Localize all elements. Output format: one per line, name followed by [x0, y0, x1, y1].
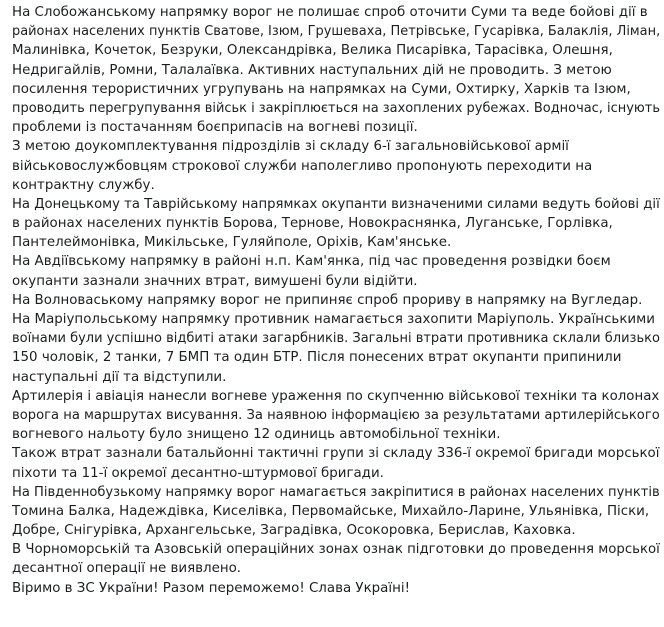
- text-line: 150 чоловік, 2 танки, 7 БМП та один БТР. Після понесених втрат окупанти припинили: [12, 350, 622, 366]
- post-paragraph: [12, 310, 660, 387]
- text-line: проблеми із постачанням боєприпасів на вогневі позиції.: [12, 120, 418, 136]
- text-line: посилення терористичних угрупувань на напрямках на Суми, Охтирку, Харків та Ізюм,: [12, 81, 631, 97]
- text-line: Пантелеймонівка, Микільське, Гуляйполе, Оріхів, Кам'янське.: [12, 235, 452, 251]
- text-line: районах населених пунктів Сватове, Ізюм, Грушеваха, Петрівське, Гусарівка, Балаклія, Ліман,: [12, 24, 661, 40]
- post-paragraph: [12, 387, 660, 445]
- text-line: На Маріупольському напрямку противник намагається захопити Маріуполь. Українськими: [12, 312, 655, 327]
- post-paragraph: [12, 195, 660, 253]
- text-line: вогневого нальоту було знищено 12 одиниць автомобільної техніки.: [12, 427, 501, 443]
- post-paragraph: [12, 483, 660, 541]
- text-line: десантної операції не виявлено.: [12, 561, 242, 577]
- text-line: окупанти зазнали значних втрат, вимушені були відійти.: [12, 273, 418, 289]
- text-line: піхоти та 11-ї окремої десантно-штурмової бригади.: [12, 465, 384, 481]
- text-line: проводить перегрупування військ і закріплюється на захоплених рубежах. Водночас, існують: [12, 100, 660, 116]
- post-paragraph: [12, 540, 660, 578]
- post-body: [12, 3, 660, 598]
- text-line: З метою доукомплектування підрозділів зі складу 6-ї загальновійськової армії: [12, 139, 569, 155]
- text-line: На Волноваському напрямку ворог не припиняє спроб прориву в напрямку на Вугледар.: [12, 292, 643, 308]
- text-line: воїнами були успішно відбиті атаки загарбників. Загальні втрати противника склали близько: [12, 331, 660, 347]
- post-paragraph: [12, 3, 660, 137]
- text-line: наступальні дії та відступили.: [12, 369, 227, 385]
- text-line: в районах населених пунктів Борова, Тернове, Новокраснянка, Луганське, Горлівка,: [12, 216, 613, 232]
- text-line: Недригайлів, Ромни, Талалаївка. Активних наступальних дій не проводить. З метою: [12, 62, 612, 78]
- text-line: На Слобожанському напрямку ворог не полишає спроб оточити Суми та веде бойові дії в: [12, 5, 648, 20]
- post-paragraph: [12, 579, 660, 598]
- post-paragraph: [12, 291, 660, 310]
- text-line: Також втрат зазнали батальйонні тактичні групи зі складу 336-ї окремої бригади морської: [12, 446, 660, 462]
- text-line: Артилерія і авіація нанесли вогневе ураження по скупченню військової техніки та колонах: [12, 388, 660, 404]
- text-line: На Донецькому та Таврійському напрямках окупанти визначеними силами ведуть бойові дії: [12, 196, 660, 212]
- text-line: На Авдіївському напрямку в районі н.п. Кам'янка, під час проведення розвідки боєм: [12, 254, 611, 270]
- text-line: В Чорноморській та Азовській операційних зонах ознак підготовки до проведення морської: [12, 542, 660, 558]
- post-paragraph: [12, 444, 660, 482]
- post-paragraph: [12, 252, 660, 290]
- text-line: військовослужбовцям строкової служби наполегливо пропонують переходити на: [12, 158, 593, 174]
- text-line: Добре, Снігурівка, Архангельське, Заградівка, Осокоровка, Берислав, Каховка.: [12, 523, 576, 539]
- text-line: контрактну службу.: [12, 177, 155, 193]
- post-paragraph: [12, 137, 660, 195]
- text-line: На Південнобузькому напрямку ворог намагається закріпитися в районах населених пунктів: [12, 484, 660, 500]
- text-line: Томина Балка, Надеждівка, Киселівка, Первомайське, Михайло-Ларине, Ульянівка, Піски,: [12, 503, 650, 519]
- text-line: Малинівка, Кочеток, Безруки, Олександрівка, Велика Писарівка, Тарасівка, Олешня,: [12, 43, 613, 59]
- text-line: Віримо в ЗС України! Разом переможемо! Слава Україні!: [12, 580, 410, 596]
- text-line: ворога на маршрутах висування. За наявною інформацією за результатами артилерійського: [12, 407, 660, 423]
